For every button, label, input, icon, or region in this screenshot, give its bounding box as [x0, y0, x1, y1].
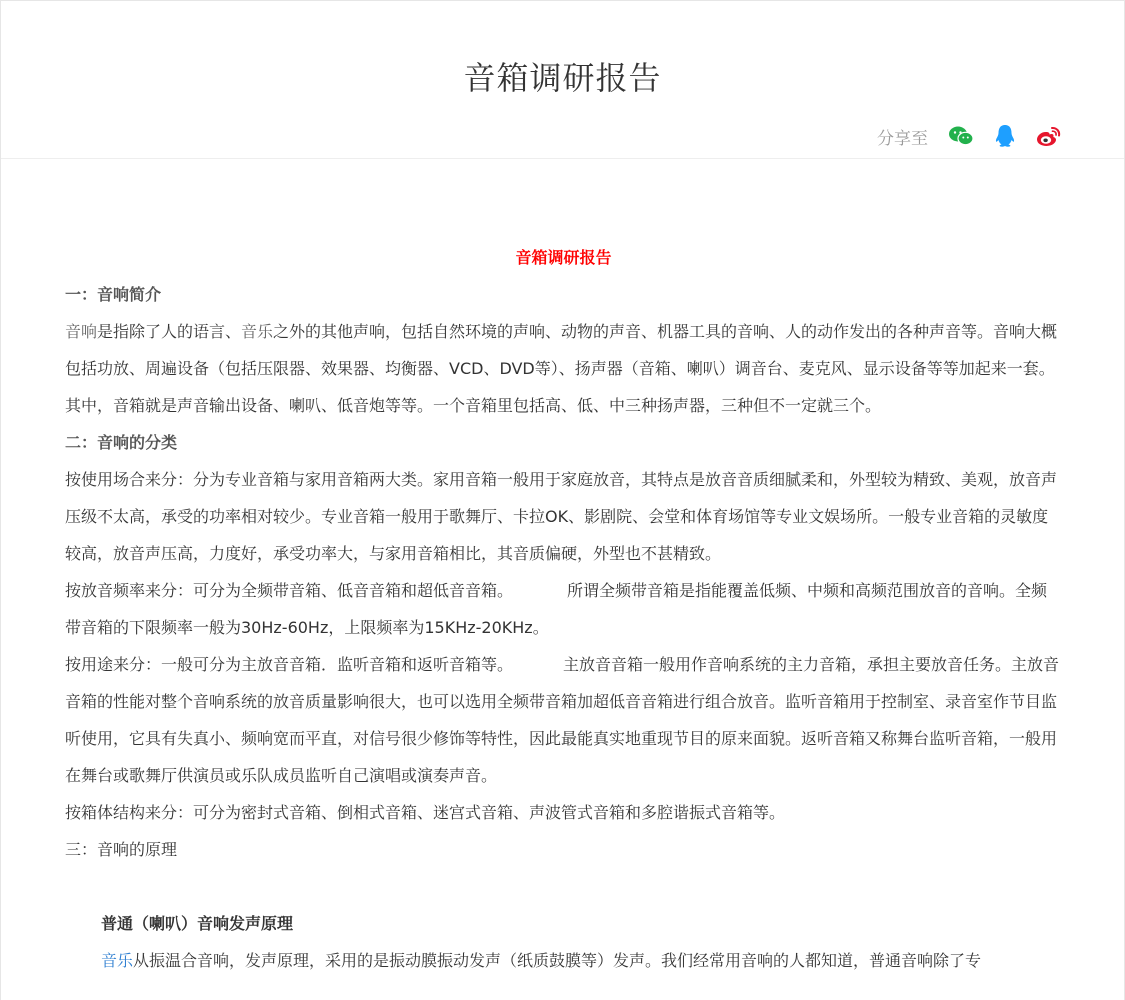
share-bar — [877, 123, 1062, 149]
paragraph-by-usage-place: 按使用场合来分：分为专业音箱与家用音箱两大类。家用音箱一般用于家庭放音，其特点是放音音质细腻柔和，外型较为精致、美观，放音声压级不太高，承受的功率相对较少。专业音箱一般用于歌舞厅、卡拉OK、影剧院、会堂和体育场馆等专业文娱场所。一般专业音箱的灵敏度较高，放音声压高，力度好，承受功率大，与家用音箱相比，其音质偏硬，外型也不甚精致。 — [65, 470, 1058, 563]
paragraph-text: 所谓全频带音箱是指能覆盖低频、中频和高频范围放音的音响。全频带音箱的下限频率一般为30Hz-60Hz，上限频率为15KHz-20KHz。 — [65, 581, 1048, 637]
link-music[interactable]: 音乐 — [241, 322, 274, 341]
share-weibo-button[interactable] — [1036, 123, 1062, 149]
paragraph-text: 之外的其他声响，包括自然环境的声响、动物的声音、机器工具的音响、人的动作发出的各种声音等。音响大概包括功放、周遍设备（包括压限器、效果器、均衡器、VCD、DVD等）、扬声器（音箱、喇叭）调音台、麦克风、显示设备等等加起来一套。其中，音箱就是声音输出设备、喇叭、低音炮等等。一个音箱里包括高、低、中三种扬声器，三种但不一定就三个。 — [65, 322, 1058, 415]
page-header — [1, 1, 1124, 159]
paragraph-by-purpose — [65, 646, 1062, 794]
weibo-icon — [1036, 125, 1062, 147]
wechat-icon — [948, 125, 974, 147]
qq-icon — [994, 124, 1016, 148]
link-music[interactable]: 音乐 — [101, 951, 134, 970]
share-qq-button[interactable] — [992, 123, 1018, 149]
paragraph-speaker-principle — [65, 942, 1062, 979]
paragraph-text: 主放音音箱一般用作音响系统的主力音箱，承担主要放音任务。主放音音箱的性能对整个音响系统的放音质量影响很大，也可以选用全频带音箱加超低音音箱进行组合放音。监听音箱用于控制室、录音室作节目监听使用，它具有失真小、频响宽而平直，对信号很少修饰等特性，因此最能真实地重现节目的原来面貌。返听音箱又称舞台监听音箱，一般用在舞台或歌舞厅供演员或乐队成员监听自己演唱或演奏声音。 — [65, 655, 1060, 785]
section-title-intro: 一：音响简介 — [65, 285, 162, 304]
article-heading: 音箱调研报告 — [515, 248, 612, 267]
paragraph-text: 是指除了人的语言、 — [97, 322, 242, 341]
paragraph-intro — [65, 313, 1062, 424]
link-audio[interactable]: 音响 — [65, 322, 98, 341]
paragraph-text: 按用途来分：一般可分为主放音音箱．监听音箱和返听音箱等。 — [65, 655, 514, 674]
paragraph-by-structure: 按箱体结构来分：可分为密封式音箱、倒相式音箱、迷宫式音箱、声波管式音箱和多腔谐振式音箱等。 — [65, 803, 786, 822]
paragraph-text: 从振温合音响，发声原理，采用的是振动膜振动发声（纸质鼓膜等）发声。我们经常用音响的人都知道，普通音响除了专 — [133, 951, 982, 970]
share-wechat-button[interactable] — [948, 123, 974, 149]
paragraph-by-frequency — [65, 572, 1062, 646]
section-title-classification: 二：音响的分类 — [65, 433, 178, 452]
section-title-principle: 三：音响的原理 — [65, 840, 178, 859]
page-title: 音箱调研报告 — [463, 59, 662, 97]
subsection-title-speaker-principle: 普通（喇叭）音响发声原理 — [101, 914, 294, 933]
share-label: 分享至 — [877, 128, 928, 149]
article-body — [65, 159, 1062, 979]
paragraph-text: 按放音频率来分：可分为全频带音箱、低音音箱和超低音音箱。 — [65, 581, 514, 600]
